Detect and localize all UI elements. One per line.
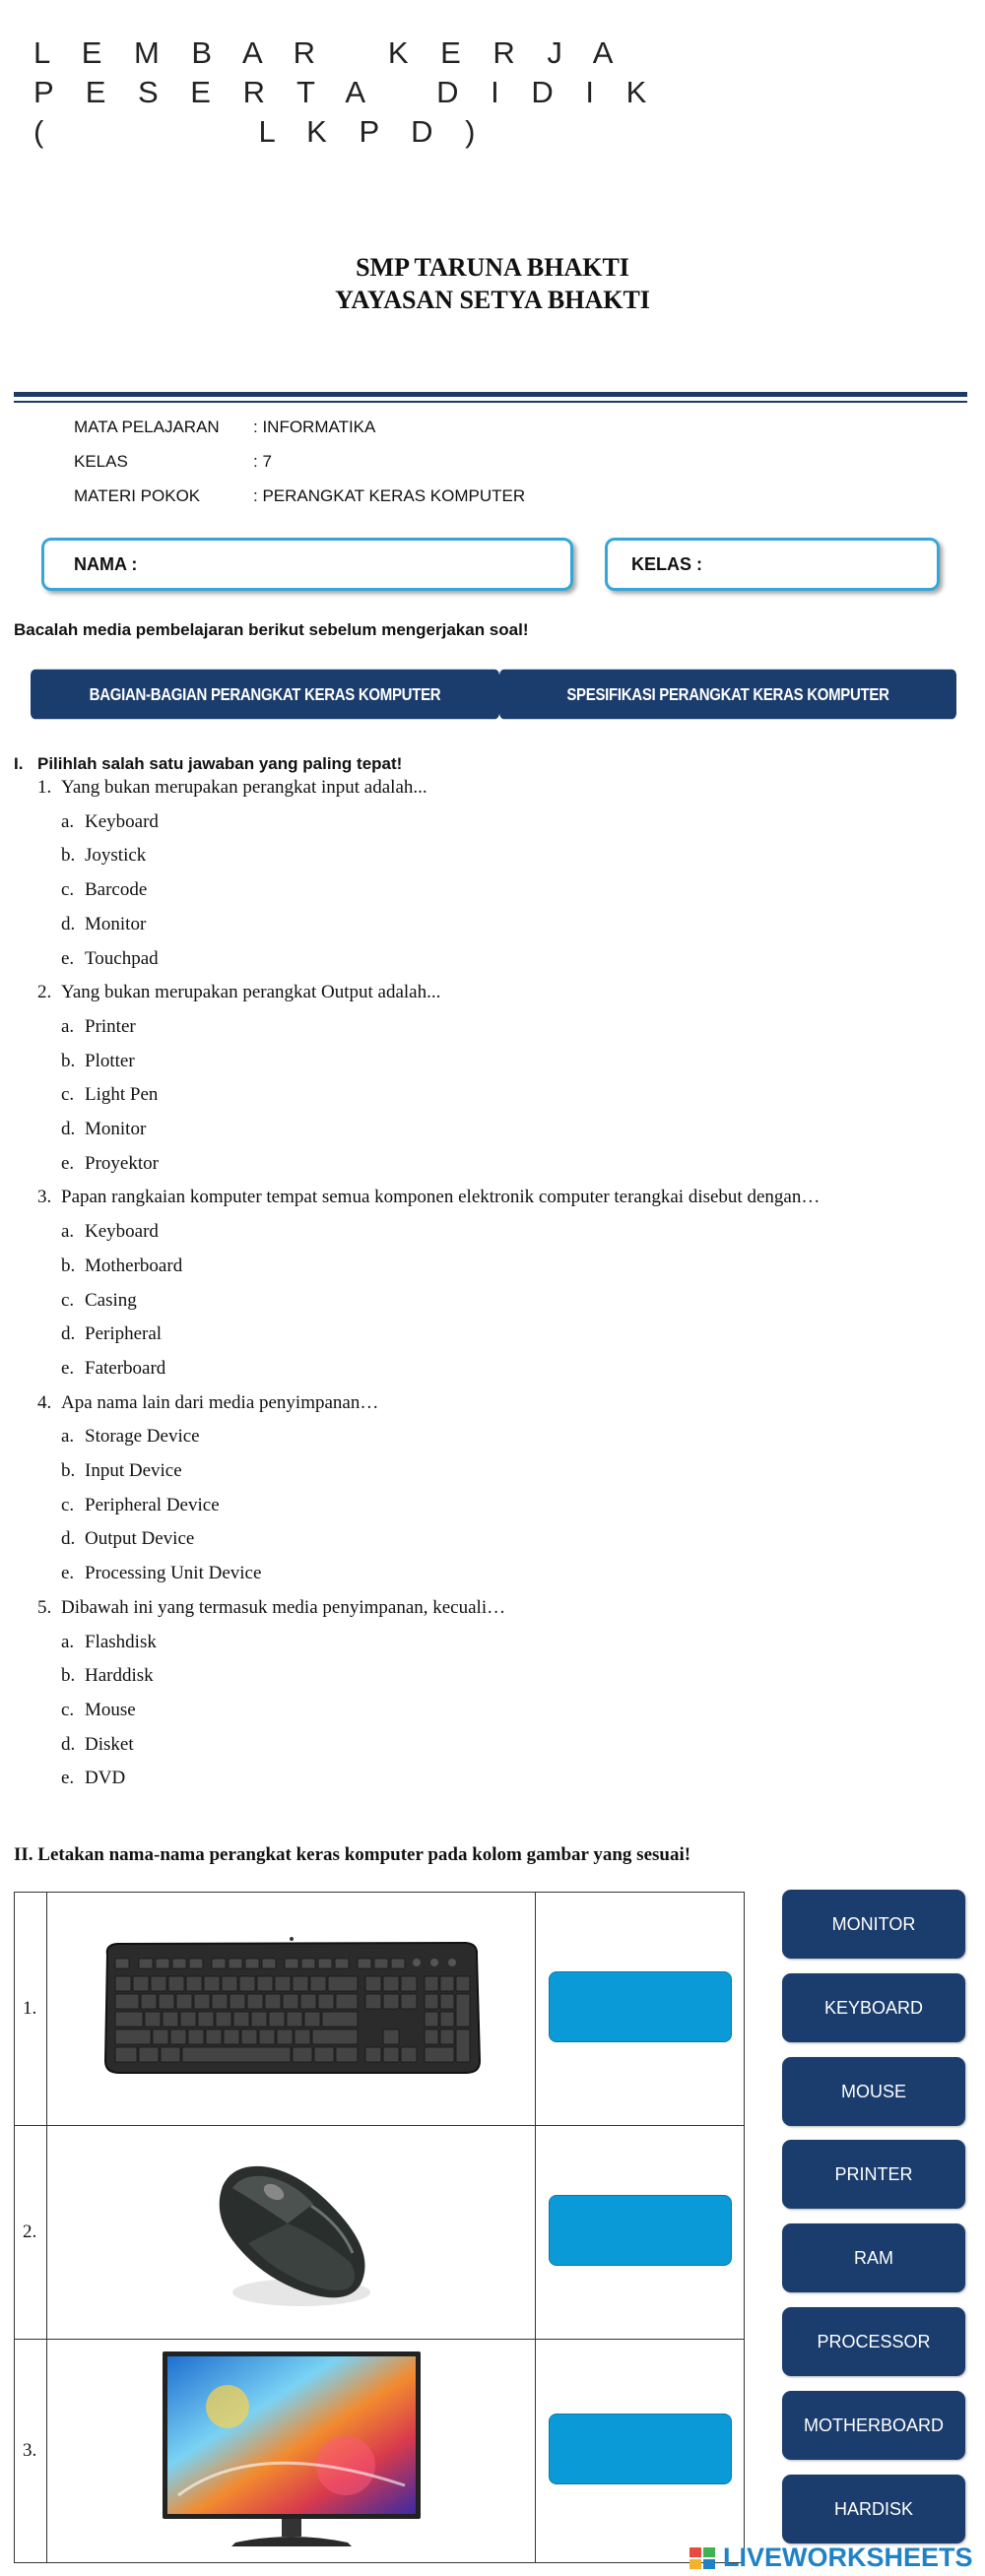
question-1: [37, 777, 427, 799]
option-letter: d.: [61, 1733, 76, 1755]
section-1-title: [14, 754, 402, 774]
media-button-specs[interactable]: SPESIFIKASI PERANGKAT KERAS KOMPUTER: [499, 670, 956, 720]
option-text: Faterboard: [85, 1357, 166, 1379]
option-letter: b.: [61, 1255, 76, 1276]
option-letter: b.: [61, 1050, 76, 1071]
answer-option[interactable]: [61, 1632, 157, 1653]
reading-instruction: Bacalah media pembelajaran berikut sebelum mengerjakan soal!: [14, 620, 529, 639]
option-text: Touchpad: [85, 947, 159, 969]
name-field-label: NAMA :: [74, 553, 138, 574]
option-letter: e.: [61, 1563, 75, 1584]
lkpd-line: P E S E R T A D I D I K: [33, 75, 659, 109]
option-letter: a.: [61, 1015, 75, 1037]
drop-cell: [536, 2340, 745, 2563]
choice-ram[interactable]: RAM: [782, 2223, 965, 2292]
answer-option[interactable]: [61, 1495, 220, 1516]
row-number: 1.: [15, 1893, 47, 2126]
table-row: [15, 2126, 745, 2340]
subject-info: [74, 410, 525, 513]
row-number: 2.: [15, 2126, 47, 2340]
option-letter: c.: [61, 879, 75, 901]
question-number: 2.: [37, 982, 52, 1003]
option-text: Light Pen: [85, 1084, 159, 1106]
question-number: 5.: [37, 1596, 52, 1618]
option-letter: a.: [61, 1221, 75, 1243]
school-heading: [0, 251, 985, 316]
choice-motherboard[interactable]: MOTHERBOARD: [782, 2391, 965, 2460]
question-2: [37, 982, 440, 1003]
option-text: Barcode: [85, 879, 148, 901]
header-divider: [14, 392, 967, 397]
mouse-image: [47, 2126, 536, 2340]
answer-option[interactable]: [61, 1221, 159, 1243]
monitor-image: [47, 2340, 536, 2563]
lkpd-line: L E M B A R K E R J A: [33, 35, 625, 70]
answer-option[interactable]: [61, 1665, 154, 1687]
answer-option[interactable]: [61, 1426, 200, 1448]
drop-target[interactable]: [549, 2195, 732, 2266]
option-letter: c.: [61, 1084, 75, 1106]
drop-cell: [536, 2126, 745, 2340]
option-letter: d.: [61, 913, 76, 934]
info-value: : INFORMATIKA: [253, 418, 376, 436]
info-label: MATERI POKOK: [74, 486, 201, 505]
keyboard-image: [47, 1893, 536, 2126]
row-number: 3.: [15, 2340, 47, 2563]
option-text: Printer: [85, 1015, 136, 1037]
option-letter: e.: [61, 947, 75, 969]
question-text: Papan rangkaian komputer tempat semua komponen elektronik computer terangkai disebut dengan…: [61, 1187, 821, 1208]
answer-option[interactable]: [61, 1323, 162, 1345]
class-field[interactable]: [605, 538, 940, 591]
table-row: [15, 1893, 745, 2126]
question-4: [37, 1392, 378, 1414]
header-divider-thin: [14, 401, 967, 403]
question-5: [37, 1597, 505, 1619]
choice-hardisk[interactable]: HARDISK: [782, 2475, 965, 2544]
answer-option[interactable]: [61, 1084, 158, 1106]
option-text: Peripheral: [85, 1323, 163, 1345]
drop-cell: [536, 1893, 745, 2126]
class-field-label: KELAS :: [631, 553, 702, 574]
section-title-text: Pilihlah salah satu jawaban yang paling tepat!: [37, 754, 403, 773]
media-button-parts[interactable]: BAGIAN-BAGIAN PERANGKAT KERAS KOMPUTER: [31, 670, 499, 720]
option-text: Joystick: [85, 845, 147, 867]
option-text: Monitor: [85, 913, 147, 934]
option-text: Mouse: [85, 1699, 136, 1720]
answer-option[interactable]: [61, 1700, 136, 1721]
option-text: Disket: [85, 1733, 134, 1755]
option-text: DVD: [85, 1768, 126, 1789]
question-text: Yang bukan merupakan perangkat input adalah...: [61, 777, 427, 798]
option-text: Storage Device: [85, 1426, 200, 1448]
choice-printer[interactable]: PRINTER: [782, 2140, 965, 2209]
option-letter: d.: [61, 1528, 76, 1550]
answer-option[interactable]: [61, 1768, 125, 1789]
choice-processor[interactable]: PROCESSOR: [782, 2307, 965, 2376]
answer-option[interactable]: [61, 1256, 182, 1277]
question-text: Dibawah ini yang termasuk media penyimpanan, kecuali…: [61, 1596, 506, 1618]
info-value: : PERANGKAT KERAS KOMPUTER: [253, 486, 526, 505]
option-text: Plotter: [85, 1050, 135, 1071]
section-number: I.: [14, 754, 24, 773]
option-text: Keyboard: [85, 1221, 159, 1243]
answer-option[interactable]: [61, 1153, 159, 1175]
drop-target[interactable]: [549, 2414, 732, 2484]
option-letter: e.: [61, 1357, 75, 1379]
option-letter: e.: [61, 1768, 75, 1789]
question-number: 4.: [37, 1391, 52, 1413]
answer-option[interactable]: [61, 879, 147, 901]
school-name: SMP TARUNA BHAKTI: [356, 253, 629, 282]
answer-option[interactable]: [61, 1563, 261, 1584]
choice-keyboard[interactable]: KEYBOARD: [782, 1973, 965, 2042]
option-text: Flashdisk: [85, 1631, 157, 1652]
info-label: KELAS: [74, 452, 128, 471]
option-text: Input Device: [85, 1460, 182, 1481]
info-value: : 7: [253, 452, 272, 471]
option-text: Peripheral Device: [85, 1494, 220, 1515]
answer-option[interactable]: [61, 845, 146, 867]
option-text: Motherboard: [85, 1255, 183, 1276]
keyboard-icon: [99, 1933, 484, 2081]
option-letter: b.: [61, 845, 76, 867]
mouse-icon: [193, 2147, 390, 2314]
lkpd-title: [33, 33, 659, 152]
option-letter: c.: [61, 1494, 75, 1515]
info-row: [74, 479, 525, 513]
answer-option[interactable]: [61, 1734, 134, 1756]
monitor-icon: [159, 2348, 425, 2549]
answer-option[interactable]: [61, 1528, 194, 1550]
answer-option[interactable]: [61, 1358, 165, 1380]
answer-option[interactable]: [61, 1016, 136, 1038]
question-number: 1.: [37, 777, 52, 798]
option-letter: b.: [61, 1665, 76, 1687]
option-text: Monitor: [85, 1119, 147, 1139]
lkpd-line: ( L K P D ): [33, 114, 488, 149]
option-text: Output Device: [85, 1528, 195, 1550]
answer-option[interactable]: [61, 1460, 182, 1482]
drop-target[interactable]: [549, 1971, 732, 2042]
option-letter: a.: [61, 810, 75, 832]
option-letter: c.: [61, 1699, 75, 1720]
option-letter: c.: [61, 1289, 75, 1311]
question-number: 3.: [37, 1187, 52, 1208]
option-letter: d.: [61, 1323, 76, 1345]
section-2-title: II. Letakan nama-nama perangkat keras komputer pada kolom gambar yang sesuai!: [14, 1844, 691, 1865]
matching-table: [14, 1892, 745, 2563]
choice-monitor[interactable]: MONITOR: [782, 1890, 965, 1959]
option-letter: b.: [61, 1460, 76, 1481]
option-text: Proyektor: [85, 1152, 159, 1174]
answer-option[interactable]: [61, 811, 159, 833]
liveworksheets-logo: [690, 2543, 973, 2573]
option-text: Harddisk: [85, 1665, 154, 1687]
table-row: [15, 2340, 745, 2563]
answer-option[interactable]: [61, 1051, 135, 1072]
option-letter: d.: [61, 1119, 76, 1139]
info-row: [74, 410, 525, 444]
question-text: Yang bukan merupakan perangkat Output adalah...: [61, 982, 441, 1003]
info-row: [74, 444, 525, 479]
option-letter: e.: [61, 1152, 75, 1174]
answer-option[interactable]: [61, 1290, 137, 1312]
name-field[interactable]: [41, 538, 573, 591]
option-letter: a.: [61, 1631, 75, 1652]
answer-option[interactable]: [61, 1119, 146, 1140]
option-letter: a.: [61, 1426, 75, 1448]
option-text: Keyboard: [85, 810, 159, 832]
answer-option[interactable]: [61, 914, 146, 935]
foundation-name: YAYASAN SETYA BHAKTI: [335, 286, 650, 314]
answer-option[interactable]: [61, 948, 159, 970]
option-text: Casing: [85, 1289, 137, 1311]
choice-mouse[interactable]: MOUSE: [782, 2057, 965, 2126]
brand-text: LIVEWORKSHEETS: [723, 2543, 973, 2572]
logo-icon: [690, 2545, 719, 2571]
question-text: Apa nama lain dari media penyimpanan…: [61, 1391, 379, 1413]
option-text: Processing Unit Device: [85, 1563, 262, 1584]
info-label: MATA PELAJARAN: [74, 418, 220, 436]
question-3: [37, 1187, 820, 1208]
